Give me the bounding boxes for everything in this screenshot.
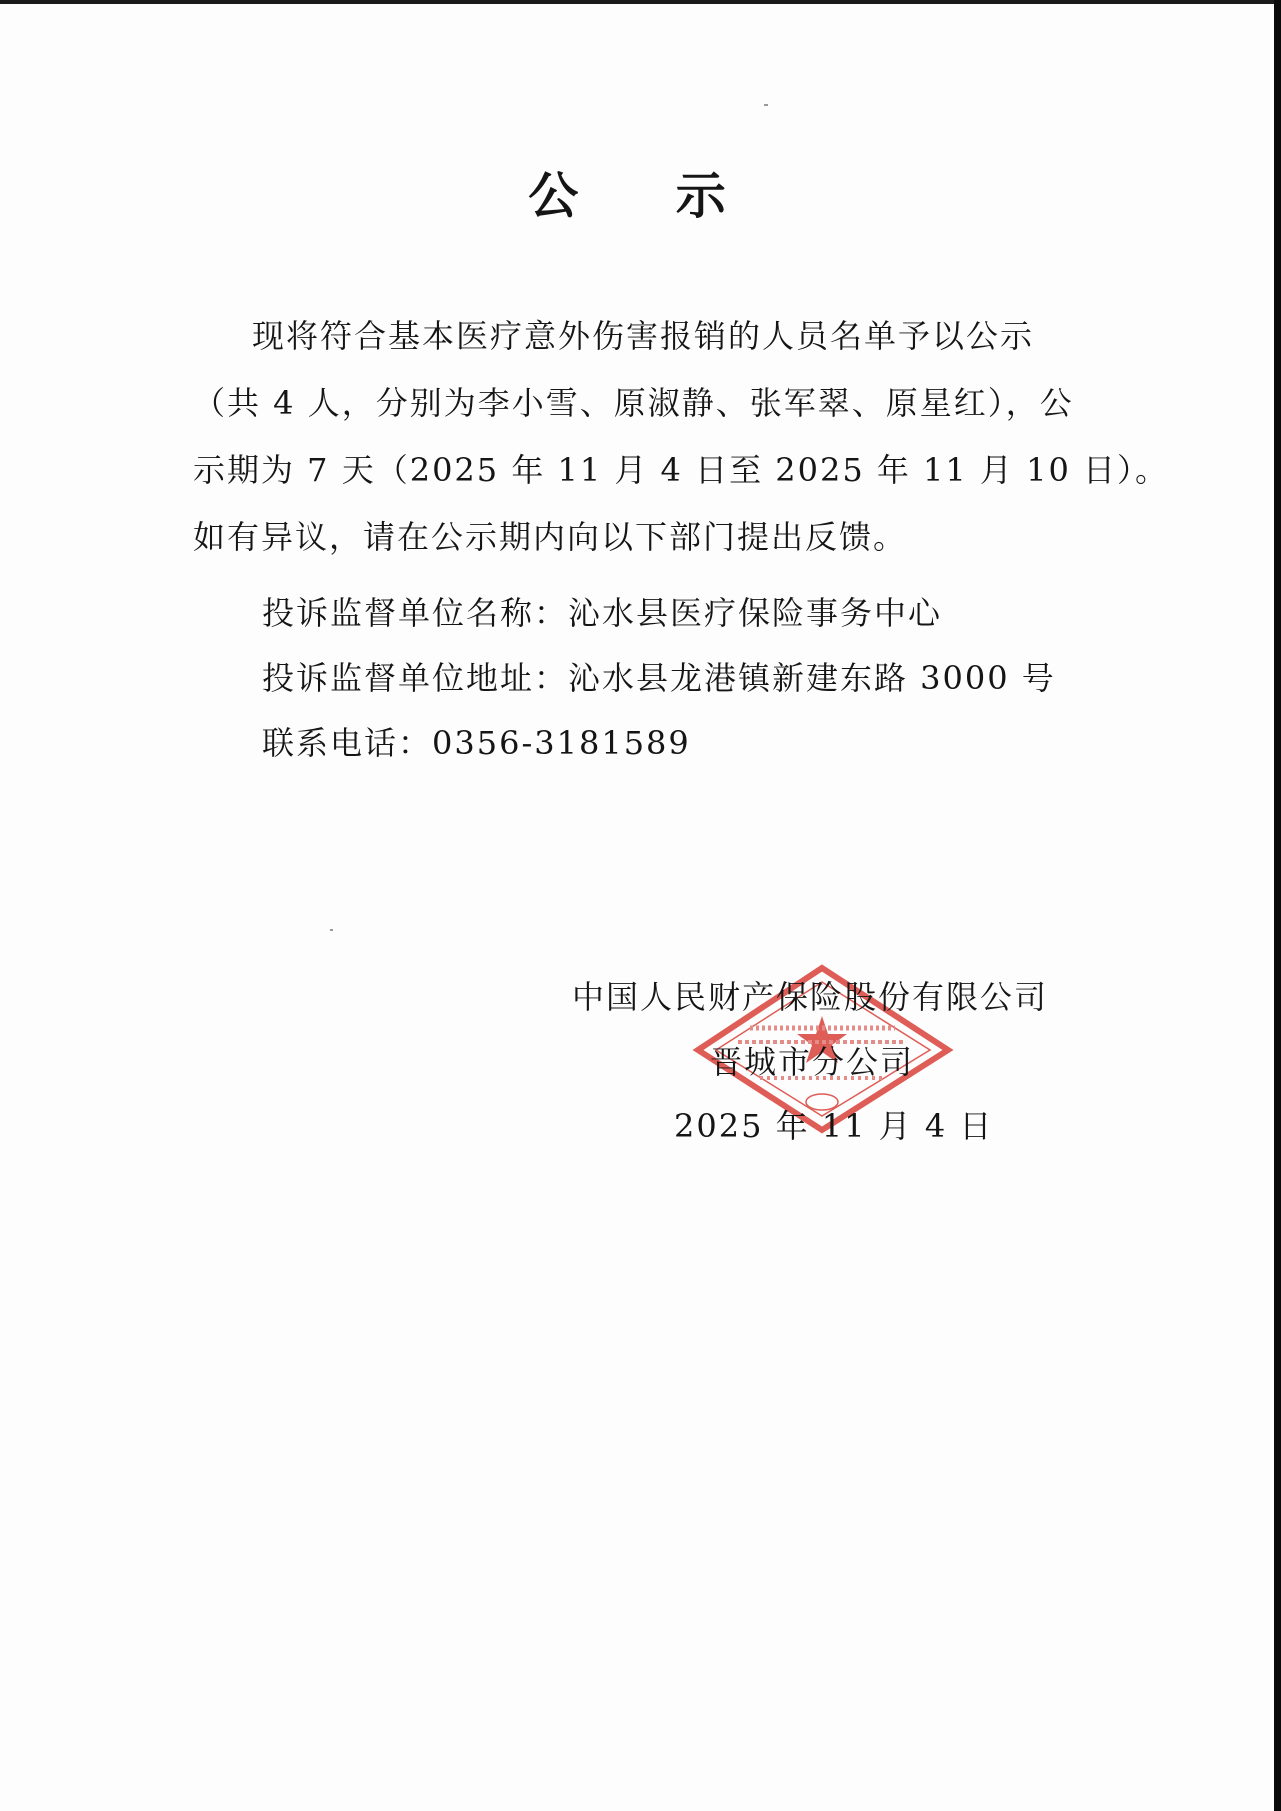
signature-branch: 晋城市分公司 [710, 1043, 915, 1081]
body-line-2: （共 4 人，分别为李小雪、原淑静、张军翠、原星红），公 [193, 384, 1074, 422]
contact-phone: 联系电话：0356-3181589 [262, 724, 691, 762]
signature-date: 2025 年 11 月 4 日 [674, 1107, 994, 1145]
body-line-1: 现将符合基本医疗意外伤害报销的人员名单予以公示 [252, 317, 1035, 355]
signature-company: 中国人民财产保险股份有限公司 [572, 978, 1049, 1016]
body-line-3: 示期为 7 天（2025 年 11 月 4 日至 2025 年 11 月 10 日）。 [193, 451, 1169, 489]
scan-speck [330, 929, 333, 931]
scan-right-edge [1274, 0, 1281, 1811]
complaint-unit-address: 投诉监督单位地址：沁水县龙港镇新建东路 3000 号 [262, 659, 1056, 697]
body-line-4: 如有异议，请在公示期内向以下部门提出反馈。 [193, 518, 908, 556]
document-page [0, 4, 1274, 1811]
scan-speck [764, 104, 768, 106]
complaint-unit-name: 投诉监督单位名称：沁水县医疗保险事务中心 [262, 594, 943, 632]
page-title: 公 示 [528, 167, 766, 225]
